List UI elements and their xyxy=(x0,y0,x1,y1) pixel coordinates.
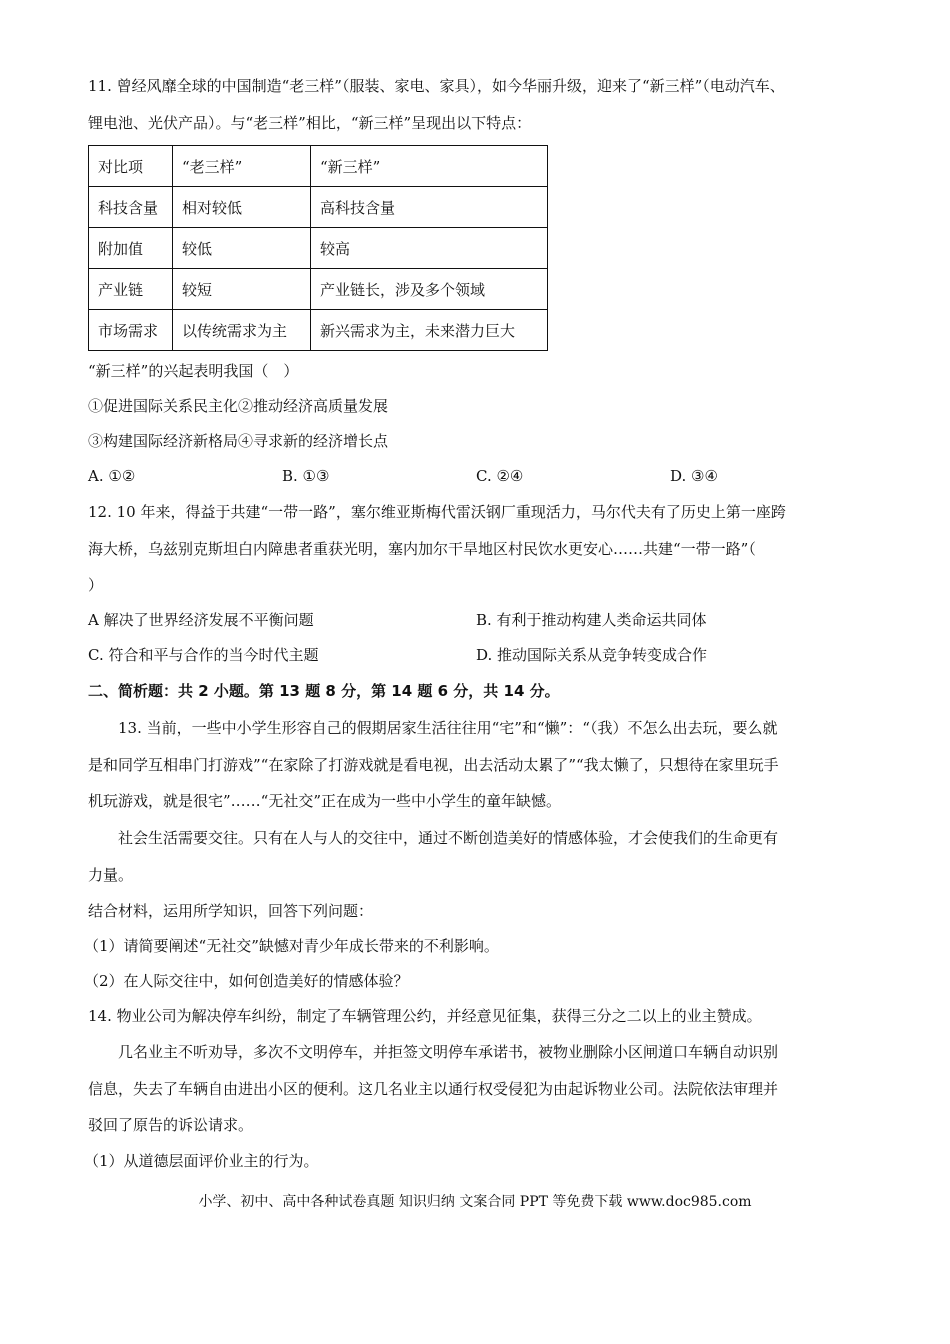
section-2-heading: 二、简析题：共 2 小题。第 13 题 8 分，第 14 题 6 分，共 14 分。 xyxy=(88,682,560,700)
q11-stem: “新三样”的兴起表明我国（ ） xyxy=(88,362,299,380)
q14-sub-question-1: （1）从道德层面评价业主的行为。 xyxy=(84,1152,319,1170)
table-cell: 较短 xyxy=(173,269,311,310)
q12-line-1: 12. 10 年来，得益于共建“一带一路”，塞尔维亚斯梅代雷沃钢厂重现活力，马尔代夫有了历史上第一座跨 xyxy=(88,503,786,521)
q12-option-d: D. 推动国际关系从竞争转变成合作 xyxy=(476,646,708,664)
q12-option-b: B. 有利于推动构建人类命运共同体 xyxy=(476,611,707,629)
table-cell: 以传统需求为主 xyxy=(173,310,311,351)
q12-option-a: A 解决了世界经济发展不平衡问题 xyxy=(88,611,314,629)
q11-items-1: ①促进国际关系民主化②推动经济高质量发展 xyxy=(88,397,389,415)
q13-para2-line-2: 力量。 xyxy=(88,866,134,884)
q13-para1-line-2: 是和同学互相串门打游戏”“在家除了打游戏就是看电视，出去活动太累了”“我太懒了，只想待在家里玩手 xyxy=(88,756,779,774)
q13-prompt: 结合材料，运用所学知识，回答下列问题： xyxy=(88,902,374,920)
q13-sub-question-1: （1）请简要阐述“无社交”缺憾对青少年成长带来的不利影响。 xyxy=(84,937,499,955)
q13-para1-line-1: 13. 当前，一些中小学生形容自己的假期居家生活往往用“宅”和“懒”：“（我）不怎么出去玩，要么就 xyxy=(118,719,778,737)
table-row xyxy=(89,269,548,310)
table-row xyxy=(89,310,548,351)
table-cell: 较高 xyxy=(311,228,548,269)
q12-option-c: C. 符合和平与合作的当今时代主题 xyxy=(88,646,319,664)
comparison-table xyxy=(88,145,548,351)
table-cell: 附加值 xyxy=(89,228,173,269)
q12-line-2: 海大桥，乌兹别克斯坦白内障患者重获光明，塞内加尔干旱地区村民饮水更安心……共建“一带一路”（ xyxy=(88,540,756,558)
q13-sub-question-2: （2）在人际交往中，如何创造美好的情感体验？ xyxy=(84,972,409,990)
q13-para1-line-3: 机玩游戏，就是很宅”……“无社交”正在成为一些中小学生的童年缺憾。 xyxy=(88,792,562,810)
q11-option-b: B. ①③ xyxy=(282,467,330,485)
page-footer: 小学、初中、高中各种试卷真题 知识归纳 文案合同 PPT 等免费下载 www.doc985.com xyxy=(198,1194,752,1210)
q11-option-d: D. ③④ xyxy=(670,467,718,485)
table-header-cell: “新三样” xyxy=(311,146,548,187)
q13-para2-line-1: 社会生活需要交往。只有在人与人的交往中，通过不断创造美好的情感体验，才会使我们的生命更有 xyxy=(118,829,779,847)
table-header-cell: 对比项 xyxy=(89,146,173,187)
q11-line-1: 11. 曾经风靡全球的中国制造“老三样”（服装、家电、家具），如今华丽升级，迎来了“新三样”（电动汽车、 xyxy=(88,77,785,95)
q11-items-2: ③构建国际经济新格局④寻求新的经济增长点 xyxy=(88,432,389,450)
table-cell: 相对较低 xyxy=(173,187,311,228)
table-row xyxy=(89,187,548,228)
q11-option-a: A. ①② xyxy=(88,467,136,485)
q11-option-c: C. ②④ xyxy=(476,467,524,485)
table-cell: 市场需求 xyxy=(89,310,173,351)
table-cell: 科技含量 xyxy=(89,187,173,228)
q11-line-2: 锂电池、光伏产品）。与“老三样”相比，“新三样”呈现出以下特点： xyxy=(88,114,532,132)
q14-para-line-1: 几名业主不听劝导，多次不文明停车，并拒签文明停车承诺书，被物业删除小区闸道口车辆自动识别 xyxy=(118,1043,779,1061)
table-cell: 产业链长，涉及多个领域 xyxy=(311,269,548,310)
table-cell: 产业链 xyxy=(89,269,173,310)
table-header-row xyxy=(89,146,548,187)
table-row xyxy=(89,228,548,269)
table-cell: 较低 xyxy=(173,228,311,269)
q14-line-1: 14. 物业公司为解决停车纠纷，制定了车辆管理公约，并经意见征集，获得三分之二以上的业主赞成。 xyxy=(88,1007,762,1025)
q14-para-line-3: 驳回了原告的诉讼请求。 xyxy=(88,1116,254,1134)
q14-para-line-2: 信息，失去了车辆自由进出小区的便利。这几名业主以通行权受侵犯为由起诉物业公司。法院依法审理并 xyxy=(88,1080,779,1098)
q12-line-3: ） xyxy=(88,576,104,594)
table-header-cell: “老三样” xyxy=(173,146,311,187)
table-cell: 高科技含量 xyxy=(311,187,548,228)
table-cell: 新兴需求为主，未来潜力巨大 xyxy=(311,310,548,351)
